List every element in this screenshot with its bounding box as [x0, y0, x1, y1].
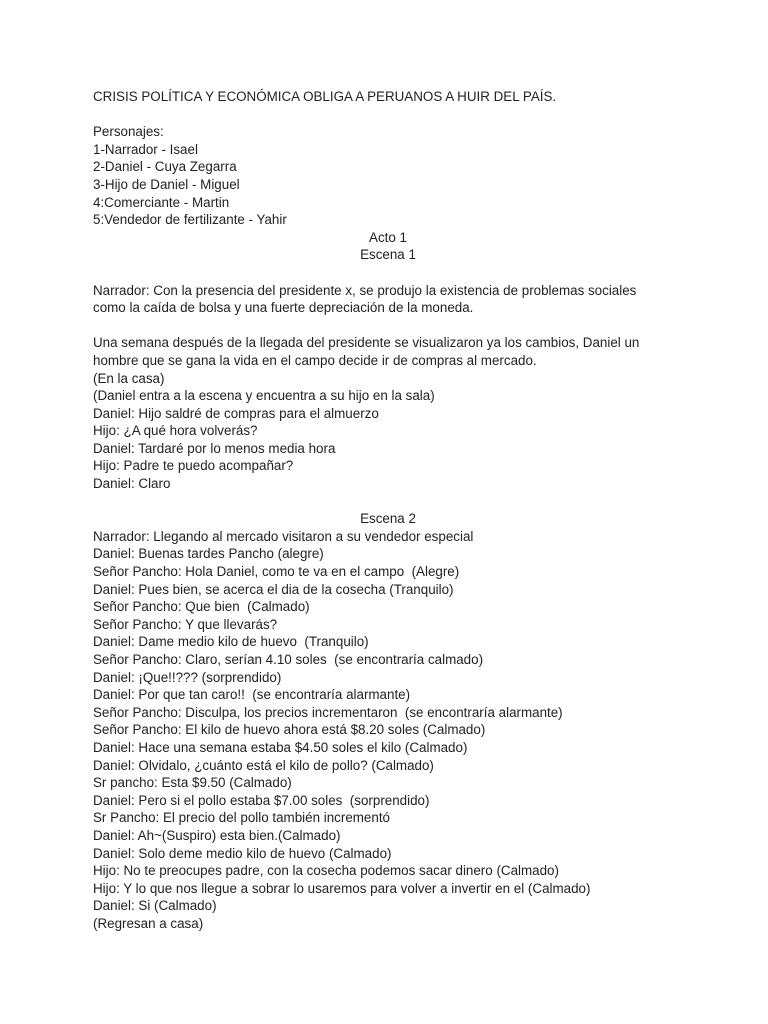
script-line: Daniel: ¡Que!!??? (sorprendido) — [93, 669, 282, 685]
intro-paragraph-line: hombre que se gana la vida en el campo decide ir de compras al mercado. — [93, 352, 537, 368]
script-line: Daniel: Ah~(Suspiro) esta bien.(Calmado) — [93, 827, 341, 843]
intro-paragraph-line: Una semana después de la llegada del presidente se visualizaron ya los cambios, Daniel un — [93, 335, 640, 351]
spacer — [93, 106, 683, 124]
script-line: Daniel: Tardaré por lo menos media hora — [93, 440, 336, 456]
script-line: Daniel: Hijo saldré de compras para el almuerzo — [93, 405, 379, 421]
script-line: Daniel: Pero si el pollo estaba $7.00 soles (sorprendido) — [93, 792, 430, 808]
script-line: Daniel: Olvidalo, ¿cuánto está el kilo de pollo? (Calmado) — [93, 757, 434, 773]
scene-2-heading: Escena 2 — [360, 511, 416, 527]
script-line: Sr Pancho: El precio del pollo también incrementó — [93, 810, 390, 826]
script-line: Daniel: Por que tan caro!! (se encontraría alarmante) — [93, 687, 411, 703]
script-line: (Daniel entra a la escena y encuentra a su hijo en la sala) — [93, 388, 435, 404]
script-line: Hijo: Y lo que nos llegue a sobrar lo usaremos para volver a invertir en el (Calmado) — [93, 880, 591, 896]
script-line: (Regresan a casa) — [93, 915, 204, 931]
document-page — [93, 88, 683, 933]
spacer — [93, 264, 683, 282]
scene-1-heading: Escena 1 — [360, 247, 416, 263]
script-line: Señor Pancho: Hola Daniel, como te va en el campo (Alegre) — [93, 564, 460, 580]
narrator-paragraph-line: Narrador: Con la presencia del presidente x, se produjo la existencia de problemas sociales — [93, 282, 637, 298]
script-line: Daniel: Buenas tardes Pancho (alegre) — [93, 546, 324, 562]
personajes-heading: Personajes: — [93, 124, 164, 140]
personaje-item: 1-Narrador - Isael — [93, 141, 198, 157]
document-title: CRISIS POLÍTICA Y ECONÓMICA OBLIGA A PERUANOS A HUIR DEL PAÍS. — [93, 89, 557, 104]
spacer — [93, 317, 683, 335]
script-line: (En la casa) — [93, 370, 165, 386]
script-line: Daniel: Pues bien, se acerca el dia de la cosecha (Tranquilo) — [93, 581, 454, 597]
act-heading: Acto 1 — [369, 229, 407, 245]
script-line: Hijo: Padre te puedo acompañar? — [93, 458, 294, 474]
script-line: Daniel: Solo deme medio kilo de huevo (Calmado) — [93, 845, 392, 861]
script-line: Señor Pancho: Que bien (Calmado) — [93, 599, 310, 615]
personaje-item: 2-Daniel - Cuya Zegarra — [93, 159, 237, 175]
script-line: Señor Pancho: Claro, serían 4.10 soles (se encontraría calmado) — [93, 652, 484, 667]
personaje-item: 4:Comerciante - Martin — [93, 194, 230, 210]
personaje-item: 5:Vendedor de fertilizante - Yahir — [93, 212, 287, 228]
script-line: Narrador: Llegando al mercado visitaron a su vendedor especial — [93, 528, 474, 544]
script-line: Señor Pancho: Disculpa, los precios incrementaron (se encontraría alarmante) — [93, 704, 563, 720]
script-line: Daniel: Si (Calmado) — [93, 898, 217, 914]
script-line: Hijo: No te preocupes padre, con la cosecha podemos sacar dinero (Calmado) — [93, 863, 559, 879]
script-line: Sr pancho: Esta $9.50 (Calmado) — [93, 775, 292, 791]
script-line: Daniel: Hace una semana estaba $4.50 soles el kilo (Calmado) — [93, 739, 468, 755]
script-line: Señor Pancho: El kilo de huevo ahora está $8.20 soles (Calmado) — [93, 722, 486, 738]
script-line: Daniel: Dame medio kilo de huevo (Tranquilo) — [93, 634, 369, 650]
spacer — [93, 493, 683, 511]
narrator-paragraph-line: como la caída de bolsa y una fuerte depreciación de la moneda. — [93, 300, 474, 316]
script-line: Daniel: Claro — [93, 476, 171, 492]
script-line: Señor Pancho: Y que llevarás? — [93, 616, 278, 632]
personaje-item: 3-Hijo de Daniel - Miguel — [93, 176, 240, 192]
script-line: Hijo: ¿A qué hora volverás? — [93, 423, 258, 439]
